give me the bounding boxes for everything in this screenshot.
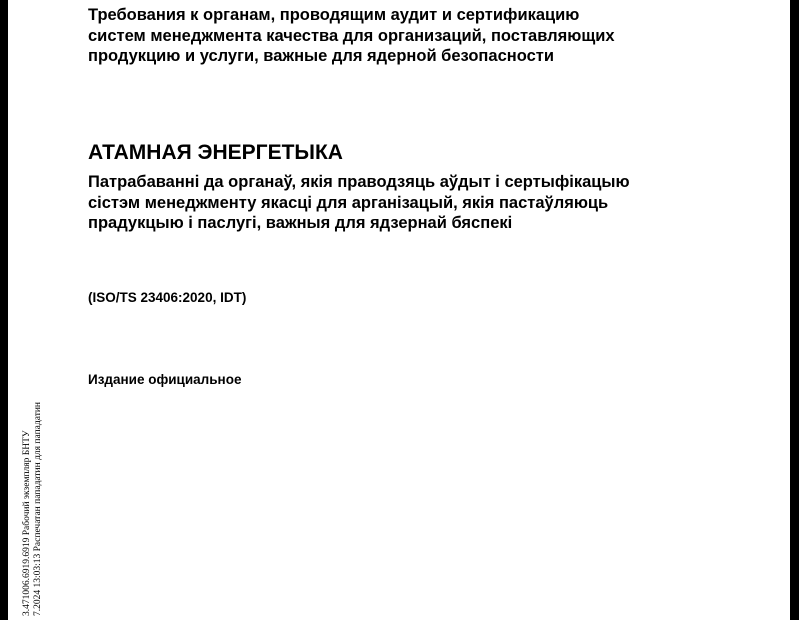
belarusian-subtitle: Патрабаванні да органаў, якія праводзяць аўдыт і сертыфікацыю сістэм менеджменту якасці для арганізацый, якія пастаўляюць прадукцыю і паслугі, важныя для ядзернай бяспекі (88, 173, 630, 232)
side-stamp-line-2: 7.2024 13:03:13 Распечатан пападатин для пападатин (33, 401, 43, 616)
iso-reference: (ISO/TS 23406:2020, IDT) (88, 290, 247, 305)
russian-subtitle: Требования к органам, проводящим аудит и сертификацию систем менеджмента качества для организаций, поставляющих продукцию и услуги, важные для ядерной безопасности (88, 6, 615, 65)
edition-note: Издание официальное (88, 372, 242, 387)
document-page (8, 0, 790, 620)
side-stamp-line-1: 3.471006.6919.6919 Рабочий экземпляр БНТУ (22, 430, 32, 616)
belarusian-title: АТАМНАЯ ЭНЕРГЕТЫКА (88, 141, 343, 164)
side-stamp (22, 402, 44, 616)
